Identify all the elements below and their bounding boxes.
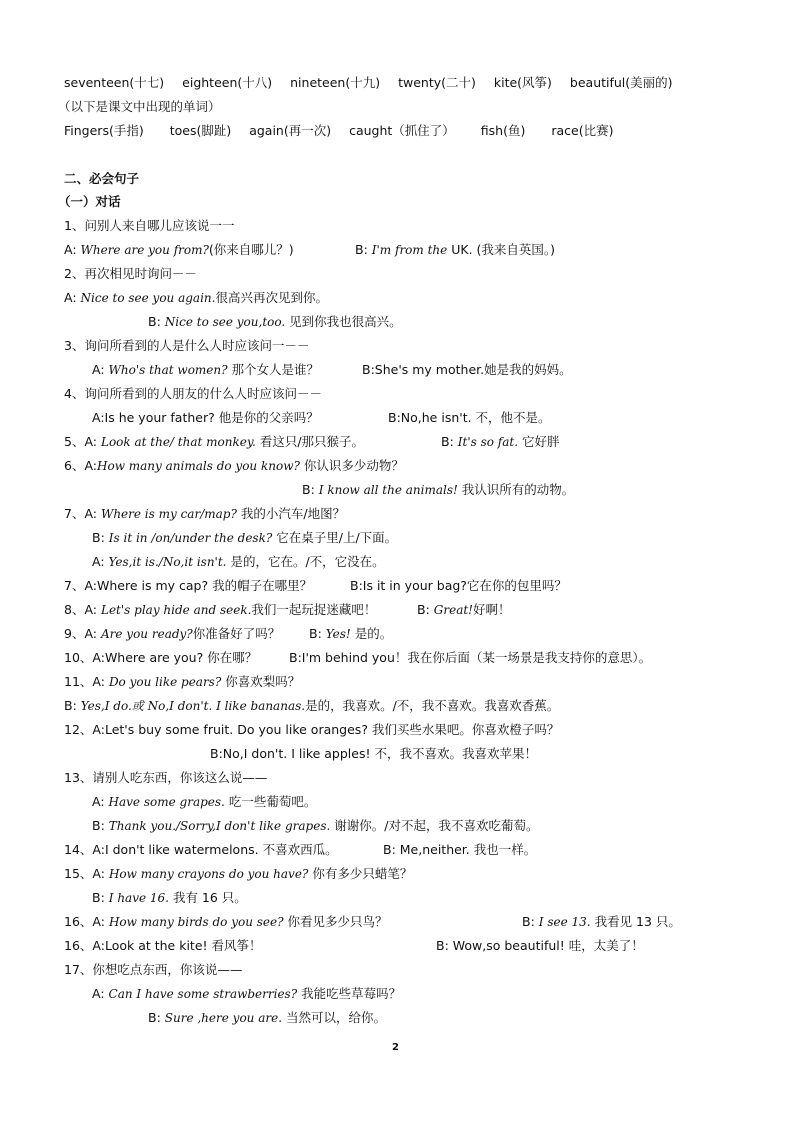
section-title: 二、必会句子 <box>64 171 140 186</box>
speaker-b-text: B: <box>355 242 372 257</box>
vocab-note: （以下是课文中出现的单词） <box>58 99 221 114</box>
dialogue-reply <box>362 361 572 379</box>
speaker-a-translation: 是的，我喜欢。/不，我不喜欢。我喜欢香蕉。 <box>305 698 560 713</box>
speaker-a-text: A:Is he your father? <box>92 410 215 425</box>
speaker-b-translation: 我认识所有的动物。 <box>457 482 575 497</box>
speaker-a-translation: (你来自哪儿？) <box>208 242 294 257</box>
speaker-a-text: B: <box>92 890 109 905</box>
speaker-b-english: Nice to see you,too. <box>164 315 286 329</box>
speaker-b-text: B:No,he isn't. <box>388 410 472 425</box>
dialogue-reply <box>350 577 567 595</box>
speaker-a-text: 7、A: <box>64 506 101 521</box>
dialogue-reply <box>417 601 511 619</box>
speaker-a-text: 9、A: <box>64 626 101 641</box>
dialogue-line <box>64 289 328 307</box>
speaker-a-english: Can I have some strawberries? <box>108 987 298 1001</box>
speaker-a-english: Who's that women? <box>108 363 228 377</box>
speaker-b-translation: 我也一样。 <box>469 842 537 857</box>
speaker-a-text: 14、A:I don't like watermelons. <box>64 842 259 857</box>
speaker-a-translation: 谢谢你。/对不起，我不喜欢吃葡萄。 <box>330 818 539 833</box>
speaker-a-translation: 是的，它在。/不，它没在。 <box>226 554 385 569</box>
dialogue-reply <box>388 409 551 427</box>
dialogue-line <box>64 769 267 787</box>
dialogue-line <box>64 913 388 931</box>
speaker-a-translation: 你在哪？ <box>203 650 258 665</box>
speaker-a-text: 11、A: <box>64 674 109 689</box>
dialogue-line <box>64 961 242 979</box>
dialogue-reply <box>289 649 651 667</box>
dialogue-line <box>64 937 262 955</box>
dialogue-line <box>64 673 300 691</box>
speaker-b-translation: 我看见 13 只。 <box>590 914 681 929</box>
dialogue-line <box>64 505 345 523</box>
dialogue-reply <box>383 841 536 859</box>
speaker-a-translation: 你喜欢梨吗？ <box>221 674 301 689</box>
dialogue-line <box>92 553 385 571</box>
speaker-a-english: Are you ready? <box>100 627 193 641</box>
vocab-line-2 <box>64 122 613 140</box>
speaker-a-text: 13、请别人吃东西，你该这么说—— <box>64 770 268 785</box>
speaker-a-translation: 我的帽子在哪里？ <box>208 578 313 593</box>
speaker-b-english: Great! <box>433 603 473 617</box>
speaker-b-translation: 我在你后面（某一场景是我支持你的意思）。 <box>407 650 652 665</box>
speaker-a-text: B: <box>64 698 81 713</box>
dialogue-line <box>92 409 319 427</box>
speaker-a-text: 10、A:Where are you? <box>64 650 204 665</box>
speaker-a-translation: 你准备好了吗？ <box>192 626 281 641</box>
speaker-a-english: How many crayons do you have? <box>108 867 309 881</box>
vocab-item: race(比赛) <box>551 123 614 138</box>
speaker-b-text: B: <box>522 914 539 929</box>
dialogue-line <box>64 721 559 739</box>
page-number: 2 <box>392 1042 399 1053</box>
dialogue-line <box>64 457 404 475</box>
dialogue-reply <box>522 913 681 931</box>
speaker-b-translation: 它在你的包里吗？ <box>466 578 567 593</box>
speaker-a-translation: 他是你的父亲吗？ <box>214 410 319 425</box>
vocab-item: seventeen(十七) <box>64 75 165 90</box>
dialogue-line <box>64 697 559 715</box>
dialogue-line <box>64 241 294 259</box>
speaker-b-text: B: <box>441 434 458 449</box>
speaker-a-text: 12、A:Let's buy some fruit. Do you like oranges? <box>64 722 368 737</box>
dialogue-line <box>210 745 537 763</box>
dialogue-line <box>64 265 197 283</box>
speaker-a-english: Do you like pears? <box>108 675 222 689</box>
dialogue-line <box>64 433 364 451</box>
dialogue-reply <box>355 241 555 259</box>
speaker-b-translation: 好啊！ <box>473 602 511 617</box>
vocab-item: again(再一次) <box>249 123 332 138</box>
speaker-b-translation: 当然可以，给你。 <box>282 1010 387 1025</box>
speaker-b-english: It's so fat. <box>457 435 519 449</box>
speaker-a-text: A: <box>92 986 109 1001</box>
speaker-b-text: B:Is it in your bag? <box>350 578 467 593</box>
dialogue-line <box>92 529 397 547</box>
speaker-a-translation: 我有 16 只。 <box>168 890 247 905</box>
vocab-item: kite(风筝) <box>493 75 552 90</box>
dialogue-line <box>92 889 247 907</box>
speaker-a-english: Have some grapes. <box>108 795 225 809</box>
dialogue-line <box>92 985 401 1003</box>
speaker-a-translation: 看这只/那只猴子。 <box>255 434 365 449</box>
dialogue-line <box>148 1009 386 1027</box>
speaker-a-text: 15、A: <box>64 866 109 881</box>
subsection-title: （一）对话 <box>58 194 121 209</box>
speaker-a-text: A: <box>64 290 81 305</box>
dialogue-line <box>92 361 319 379</box>
speaker-a-translation: 我们买些水果吧。你喜欢橙子吗？ <box>367 722 560 737</box>
speaker-a-english: Is it in /on/under the desk? <box>108 531 273 545</box>
speaker-b-text: B: <box>148 1010 165 1025</box>
speaker-b-translation: 她是我的妈妈。 <box>484 362 572 377</box>
speaker-b-translation: 它好胖 <box>518 434 560 449</box>
speaker-b-text: B: <box>302 482 319 497</box>
dialogue-reply <box>436 937 644 955</box>
speaker-a-english: Let's play hide and seek. <box>100 603 252 617</box>
speaker-a-text: 7、A:Where is my cap? <box>64 578 209 593</box>
speaker-a-translation: 我能吃些草莓吗？ <box>297 986 402 1001</box>
speaker-a-english: Yes,it is./No,it isn't. <box>108 555 227 569</box>
speaker-b-text: B:I'm behind you！ <box>289 650 408 665</box>
vocab-line-1 <box>64 74 673 92</box>
speaker-a-text: B: <box>92 818 109 833</box>
speaker-b-english: Yes! <box>325 627 351 641</box>
speaker-b-text: B:She's my mother. <box>362 362 485 377</box>
dialogue-line <box>64 337 309 355</box>
speaker-a-text: 4、询问所看到的人朋友的什么人时应该问－－ <box>64 386 322 401</box>
speaker-b-english: I see 13. <box>538 915 591 929</box>
vocab-item: fish(鱼) <box>480 123 526 138</box>
speaker-b-english: I know all the animals! <box>318 483 458 497</box>
speaker-a-english: Where are you from? <box>80 243 209 257</box>
speaker-a-translation: 不喜欢西瓜。 <box>258 842 338 857</box>
speaker-a-translation: 你认识多少动物？ <box>299 458 404 473</box>
speaker-a-translation: 看风筝！ <box>207 938 262 953</box>
vocab-item: Fingers(手指) <box>64 123 144 138</box>
speaker-b-text: B: <box>309 626 326 641</box>
speaker-a-translation: 你看见多少只鸟？ <box>283 914 388 929</box>
speaker-b-english: I'm from the <box>371 243 448 257</box>
speaker-a-english: How many birds do you see? <box>108 915 284 929</box>
speaker-a-english: Nice to see you again. <box>80 291 216 305</box>
speaker-a-text: A: <box>64 242 81 257</box>
speaker-a-translation: 那个女人是谁？ <box>227 362 320 377</box>
speaker-a-english: How many animals do you know? <box>97 459 300 473</box>
speaker-b-text: B: Wow,so beautiful! <box>436 938 565 953</box>
speaker-b-text: B: <box>148 314 165 329</box>
dialogue-line <box>64 865 412 883</box>
vocab-item: nineteen(十九) <box>290 75 381 90</box>
vocab-item: toes(脚趾) <box>169 123 232 138</box>
dialogue-reply <box>441 433 560 451</box>
dialogue-line <box>64 217 234 235</box>
vocab-item: twenty(二十) <box>398 75 476 90</box>
speaker-a-text: 6、A: <box>64 458 97 473</box>
speaker-a-text: B: <box>92 530 109 545</box>
speaker-b-english: Sure ,here you are. <box>164 1011 283 1025</box>
dialogue-line <box>64 841 338 859</box>
speaker-b-translation: 见到你我也很高兴。 <box>285 314 402 329</box>
speaker-b-translation: 不，我不喜欢。我喜欢苹果！ <box>370 746 537 761</box>
speaker-a-text: 17、你想吃点东西，你该说—— <box>64 962 243 977</box>
speaker-a-translation: 我们一起玩捉迷藏吧！ <box>251 602 377 617</box>
dialogue-line <box>92 793 316 811</box>
dialogue-line <box>64 577 312 595</box>
speaker-a-translation: 你有多少只蜡笔？ <box>308 866 413 881</box>
speaker-b-translation: 不，他不是。 <box>471 410 551 425</box>
speaker-a-translation: 吃一些葡萄吧。 <box>224 794 317 809</box>
speaker-a-text: 16、A:Look at the kite! <box>64 938 208 953</box>
vocab-item: caught（抓住了） <box>349 123 455 138</box>
speaker-a-text: 8、A: <box>64 602 101 617</box>
dialogue-line <box>64 385 322 403</box>
dialogue-line <box>64 625 280 643</box>
speaker-a-text: 16、A: <box>64 914 109 929</box>
dialogue-line <box>64 649 257 667</box>
speaker-b-text: B:No,I don't. I like apples! <box>210 746 371 761</box>
speaker-b-translation: UK. (我来自英国。) <box>447 242 556 257</box>
speaker-a-text: A: <box>92 362 109 377</box>
dialogue-line <box>148 313 402 331</box>
speaker-a-english: Where is my car/map? <box>100 507 237 521</box>
dialogue-line <box>302 481 574 499</box>
dialogue-line <box>64 601 376 619</box>
speaker-a-text: A: <box>92 794 109 809</box>
speaker-a-english: I have 16. <box>108 891 169 905</box>
speaker-b-translation: 是的。 <box>350 626 393 641</box>
dialogue-reply <box>309 625 392 643</box>
speaker-b-text: B: <box>417 602 434 617</box>
speaker-a-translation: 很高兴再次见到你。 <box>215 290 328 305</box>
speaker-a-translation: 我的小汽车/地图？ <box>236 506 346 521</box>
speaker-a-english: Yes,I do.或 No,I don't. I like bananas. <box>80 699 306 713</box>
speaker-a-text: 2、再次相见时询问－－ <box>64 266 197 281</box>
vocab-item: beautiful(美丽的) <box>569 75 673 90</box>
dialogue-line <box>92 817 538 835</box>
speaker-b-text: B: Me,neither. <box>383 842 470 857</box>
vocab-item: eighteen(十八) <box>182 75 273 90</box>
speaker-b-translation: 哇，太美了！ <box>564 938 644 953</box>
speaker-a-translation: 它在桌子里/上/下面。 <box>272 530 398 545</box>
speaker-a-text: 1、问别人来自哪儿应该说一一 <box>64 218 235 233</box>
speaker-a-english: Look at the/ that monkey. <box>100 435 256 449</box>
speaker-a-text: A: <box>92 554 109 569</box>
speaker-a-english: Thank you./Sorry,I don't like grapes. <box>108 819 331 833</box>
speaker-a-text: 3、询问所看到的人是什么人时应该问一－－ <box>64 338 310 353</box>
speaker-a-text: 5、A: <box>64 434 101 449</box>
